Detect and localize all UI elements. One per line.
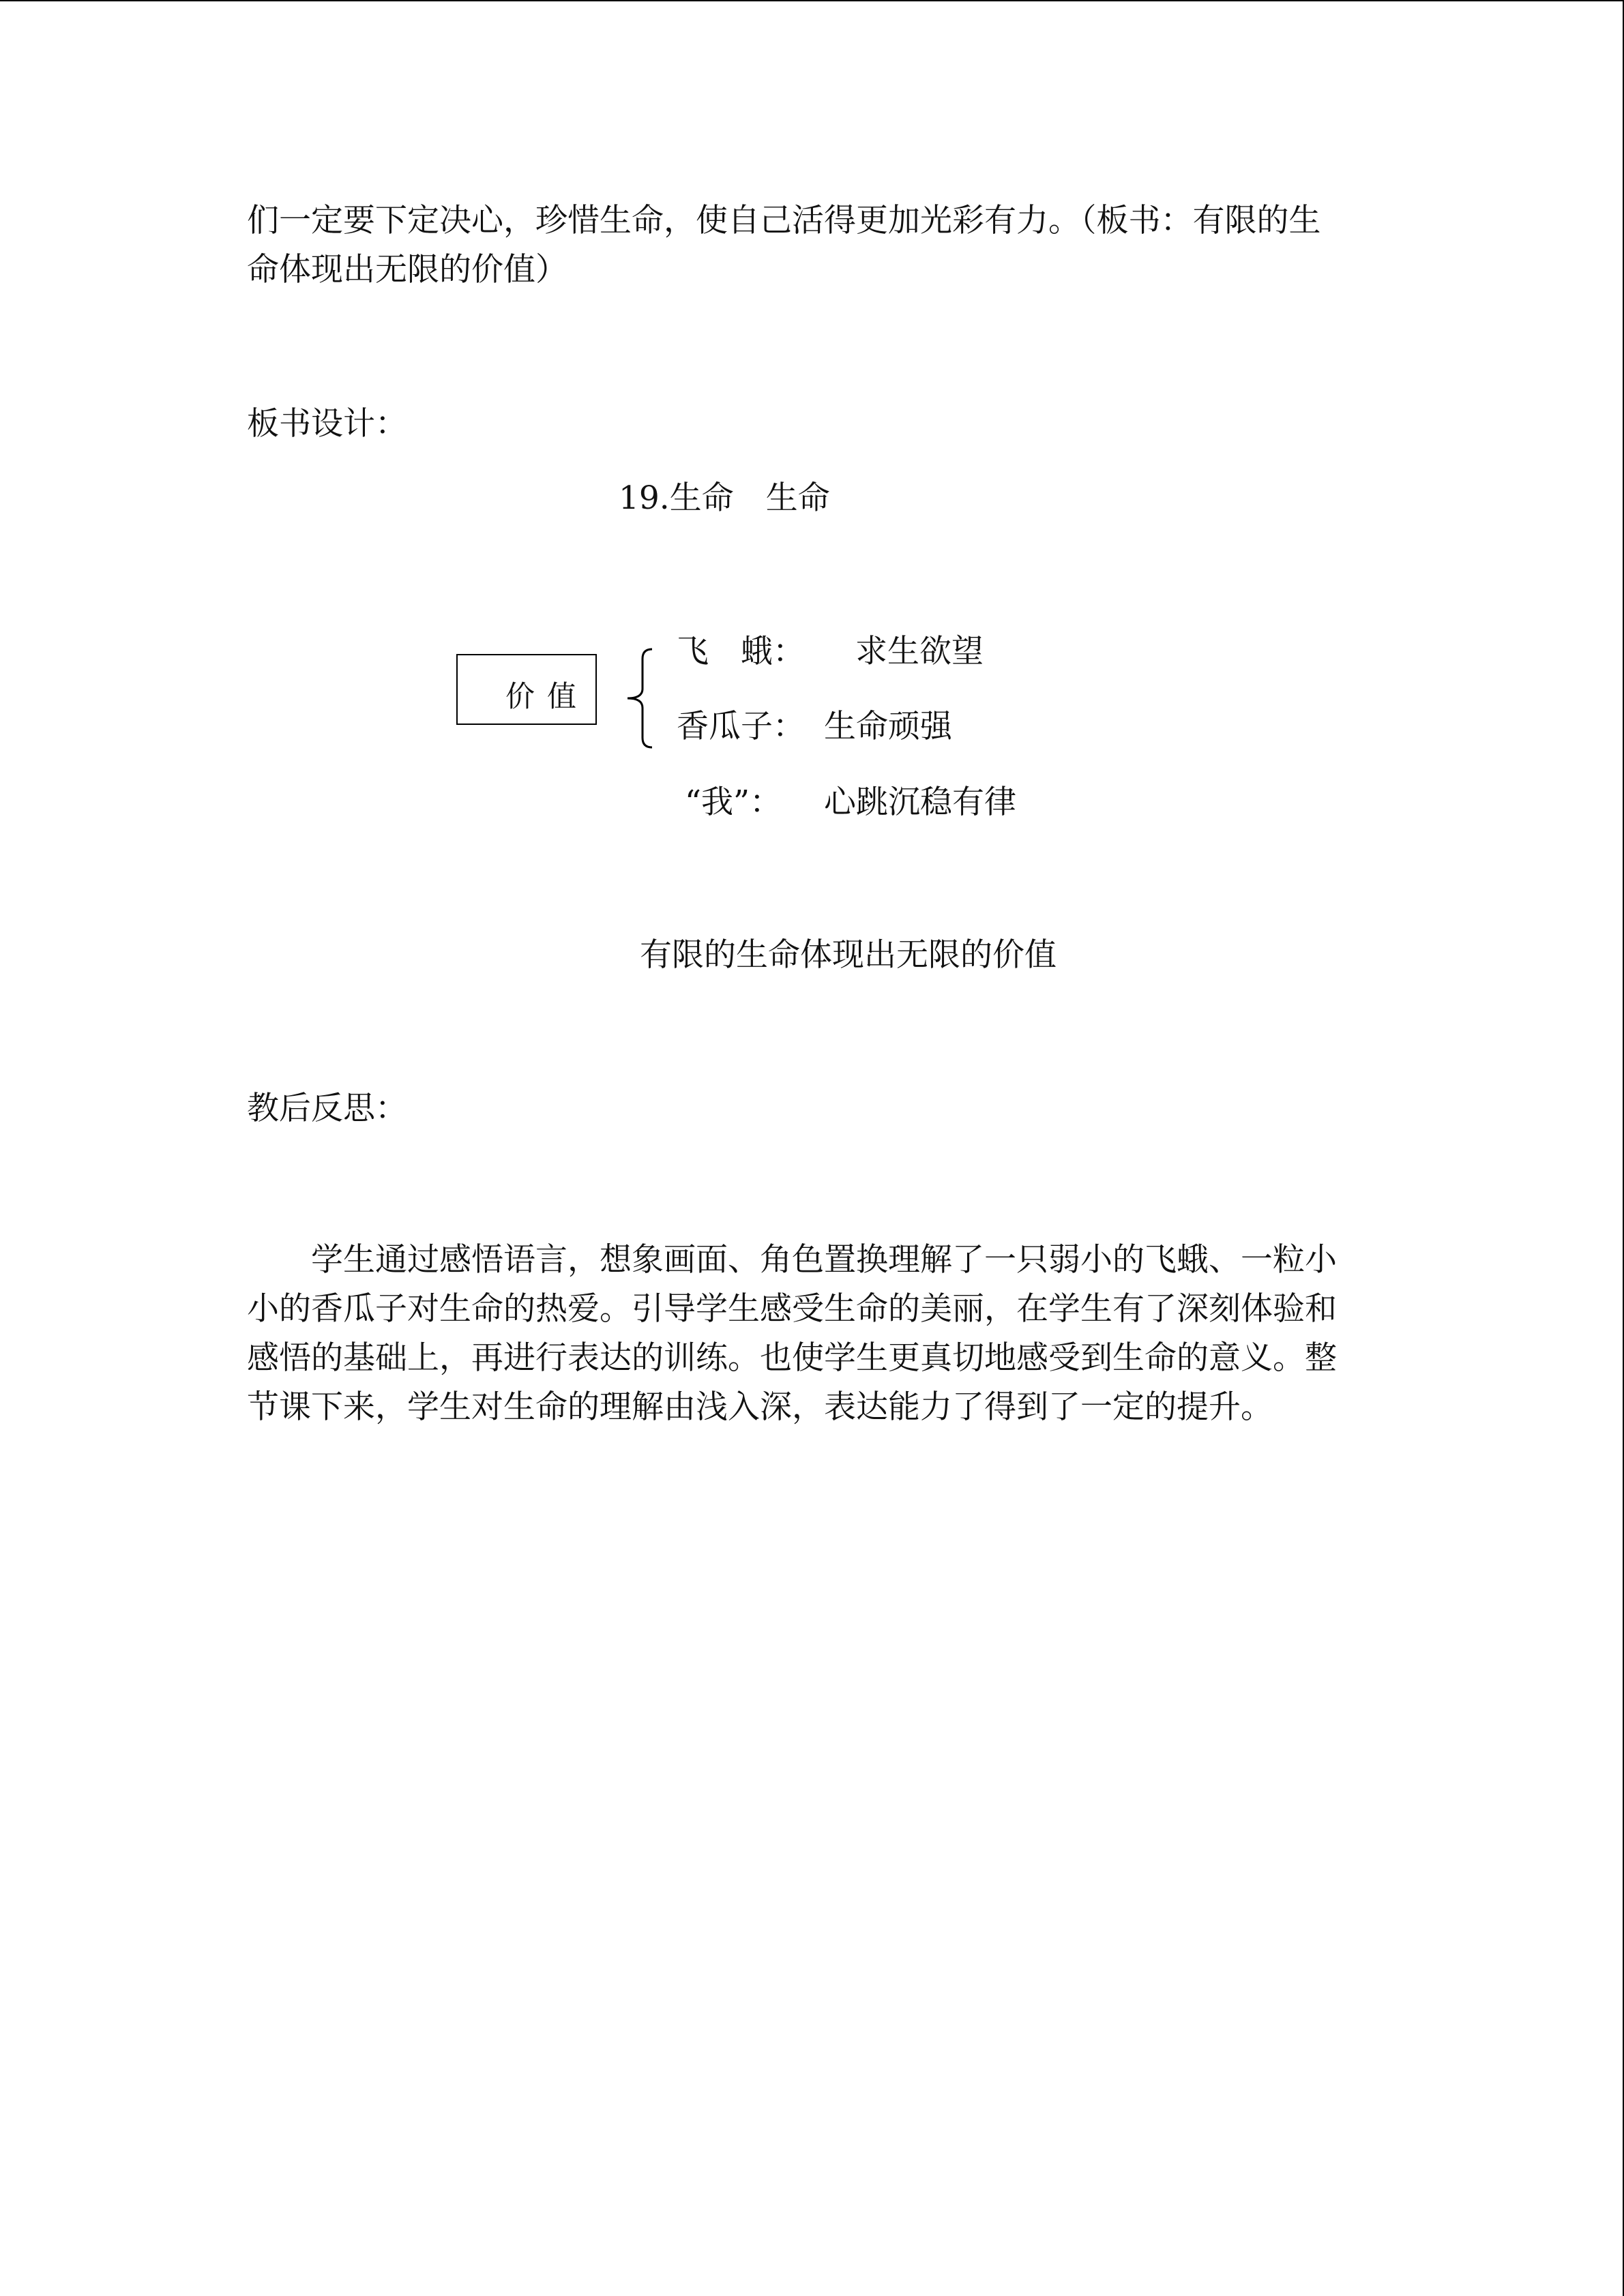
reflection-heading: 教后反思： (247, 1090, 407, 1127)
intro-line-2: 命体现出无限的价值） (247, 251, 567, 288)
reflection-line-1: 学生通过感悟语言，想象画面、角色置换理解了一只弱小的飞蛾、一粒小 (311, 1241, 1337, 1279)
value-box (456, 654, 597, 725)
reflection-line-4: 节课下来，学生对生命的理解由浅入深，表达能力了得到了一定的提升。 (247, 1388, 1273, 1426)
board-conclusion: 有限的生命体现出无限的价值 (640, 936, 1057, 974)
value-box-label: 价值 (505, 680, 589, 714)
intro-line-1: 们一定要下定决心，珍惜生命，使自己活得更加光彩有力。（板书：有限的生 (247, 202, 1321, 239)
item-subject-me: “我”： (685, 784, 782, 821)
item-meaning-moth: 求生欲望 (855, 633, 984, 670)
reflection-line-2: 小的香瓜子对生命的热爱。引导学生感受生命的美丽，在学生有了深刻体验和 (247, 1290, 1337, 1328)
brace-icon (625, 648, 656, 749)
board-title: 19.生命 生命 (619, 479, 830, 517)
item-subject-melon-seed: 香瓜子： (677, 708, 805, 745)
reflection-line-3: 感悟的基础上，再进行表达的训练。也使学生更真切地感受到生命的意义。整 (247, 1339, 1337, 1377)
item-subject-moth: 飞 蛾： (677, 633, 805, 670)
item-meaning-me: 心跳沉稳有律 (824, 784, 1016, 821)
board-design-heading: 板书设计： (247, 405, 407, 443)
item-meaning-melon-seed: 生命顽强 (824, 708, 952, 745)
